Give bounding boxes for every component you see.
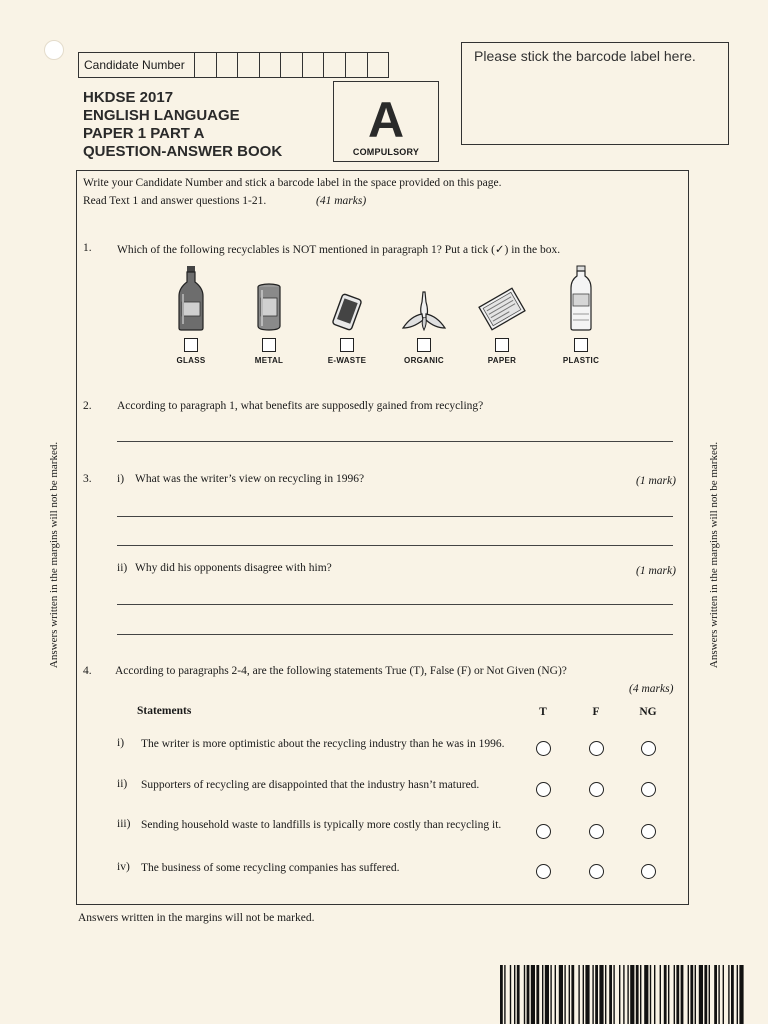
q3-ii-text: Why did his opponents disagree with him? [135, 562, 332, 574]
q2-number: 2. [83, 400, 92, 412]
statements-header: Statements [137, 705, 192, 717]
q3-i-answer-line[interactable] [117, 516, 673, 517]
q3-ii-marks: (1 mark) [636, 565, 676, 577]
instruction-marks: (41 marks) [316, 195, 367, 207]
option-organic[interactable] [389, 262, 459, 365]
q2-text: According to paragraph 1, what benefits are supposedly gained from recycling? [117, 400, 484, 412]
option-label: PLASTIC [562, 356, 600, 365]
option-label: GLASS [176, 356, 206, 365]
q4-marks: (4 marks) [629, 683, 674, 695]
option-plastic[interactable] [546, 262, 616, 365]
option-label: ORGANIC [404, 356, 444, 365]
statement-text: Sending household waste to landfills is typically more costly than recycling it. [141, 819, 502, 831]
candidate-number-label: Candidate Number [79, 53, 195, 77]
candidate-digit-cell[interactable] [238, 53, 260, 77]
footer-margin-note: Answers written in the margins will not be marked. [78, 912, 315, 924]
candidate-digit-cell[interactable] [303, 53, 325, 77]
candidate-digit-cell[interactable] [260, 53, 282, 77]
tick-box[interactable] [495, 338, 509, 352]
glass-bottle-icon [156, 262, 226, 332]
statement-text: The business of some recycling companies has suffered. [141, 862, 400, 874]
statement-number: iv) [117, 861, 130, 873]
option-paper[interactable] [467, 262, 537, 365]
option-metal[interactable] [234, 262, 304, 365]
radio-true[interactable] [536, 864, 551, 879]
candidate-digit-cell[interactable] [324, 53, 346, 77]
column-true: T [539, 706, 547, 718]
radio-true[interactable] [536, 741, 551, 756]
q3-ii-label: ii) [117, 562, 128, 574]
q4-text: According to paragraphs 2-4, are the following statements True (T), False (F) or Not Given (NG)? [115, 665, 567, 677]
tick-box[interactable] [574, 338, 588, 352]
exam-title-line: PAPER 1 PART A [83, 125, 205, 142]
q3-i-label: i) [117, 473, 125, 485]
exam-title-line: ENGLISH LANGUAGE [83, 107, 240, 124]
radio-not-given[interactable] [641, 782, 656, 797]
banana-peel-icon [389, 262, 459, 332]
q3-i-answer-line[interactable] [117, 545, 673, 546]
radio-false[interactable] [589, 782, 604, 797]
q1-text: Which of the following recyclables is NOT mentioned in paragraph 1? Put a tick (✓) in the box. [117, 244, 561, 256]
tick-box[interactable] [340, 338, 354, 352]
q3-ii-answer-line[interactable] [117, 604, 673, 605]
q2-answer-line[interactable] [117, 441, 673, 442]
candidate-number-field[interactable] [78, 52, 389, 78]
instruction-line-1: Write your Candidate Number and stick a barcode label in the space provided on this page. [83, 177, 502, 189]
phone-icon [312, 262, 382, 332]
radio-false[interactable] [589, 741, 604, 756]
punch-hole [44, 40, 64, 60]
margin-note-left: Answers written in the margins will not be marked. [48, 441, 60, 669]
column-false: F [592, 706, 600, 718]
exam-title [83, 89, 282, 161]
exam-title-line: HKDSE 2017 [83, 89, 174, 106]
radio-true[interactable] [536, 782, 551, 797]
candidate-digit-cell[interactable] [346, 53, 368, 77]
radio-not-given[interactable] [641, 741, 656, 756]
barcode-label-area [461, 42, 729, 145]
tick-box[interactable] [262, 338, 276, 352]
tick-box[interactable] [184, 338, 198, 352]
barcode-instruction: Please stick the barcode label here. [474, 48, 696, 64]
tick-box[interactable] [417, 338, 431, 352]
paper-status: COMPULSORY [352, 147, 420, 157]
candidate-digit-cell[interactable] [281, 53, 303, 77]
newspaper-icon [467, 262, 537, 332]
column-not-given: NG [639, 706, 657, 718]
candidate-digit-cell[interactable] [195, 53, 217, 77]
paper-section-box [333, 81, 439, 162]
candidate-digit-cell[interactable] [217, 53, 239, 77]
option-glass[interactable] [156, 262, 226, 365]
option-e-waste[interactable] [312, 262, 382, 365]
option-label: METAL [254, 356, 284, 365]
paper-letter: A [367, 92, 405, 148]
instruction-line-2: Read Text 1 and answer questions 1-21. [83, 195, 267, 207]
radio-true[interactable] [536, 824, 551, 839]
q3-i-text: What was the writer’s view on recycling in 1996? [135, 473, 365, 485]
margin-note-right: Answers written in the margins will not be marked. [708, 441, 720, 669]
statement-text: Supporters of recycling are disappointed that the industry hasn’t matured. [141, 779, 480, 791]
option-label: PAPER [487, 356, 517, 365]
radio-false[interactable] [589, 864, 604, 879]
printed-barcode [500, 965, 745, 1024]
exam-title-line: QUESTION-ANSWER BOOK [83, 143, 283, 160]
q1-number: 1. [83, 242, 92, 254]
q4-number: 4. [83, 665, 92, 677]
radio-false[interactable] [589, 824, 604, 839]
statement-number: iii) [117, 818, 131, 830]
radio-not-given[interactable] [641, 824, 656, 839]
option-label: E-WASTE [327, 356, 367, 365]
statement-text: The writer is more optimistic about the recycling industry than he was in 1996. [141, 738, 505, 750]
statement-number: ii) [117, 778, 128, 790]
candidate-digit-cell[interactable] [368, 53, 389, 77]
statement-number: i) [117, 737, 125, 749]
metal-can-icon [234, 262, 304, 332]
q3-i-marks: (1 mark) [636, 475, 676, 487]
radio-not-given[interactable] [641, 864, 656, 879]
q3-ii-answer-line[interactable] [117, 634, 673, 635]
plastic-bottle-icon [546, 262, 616, 332]
q3-number: 3. [83, 473, 92, 485]
